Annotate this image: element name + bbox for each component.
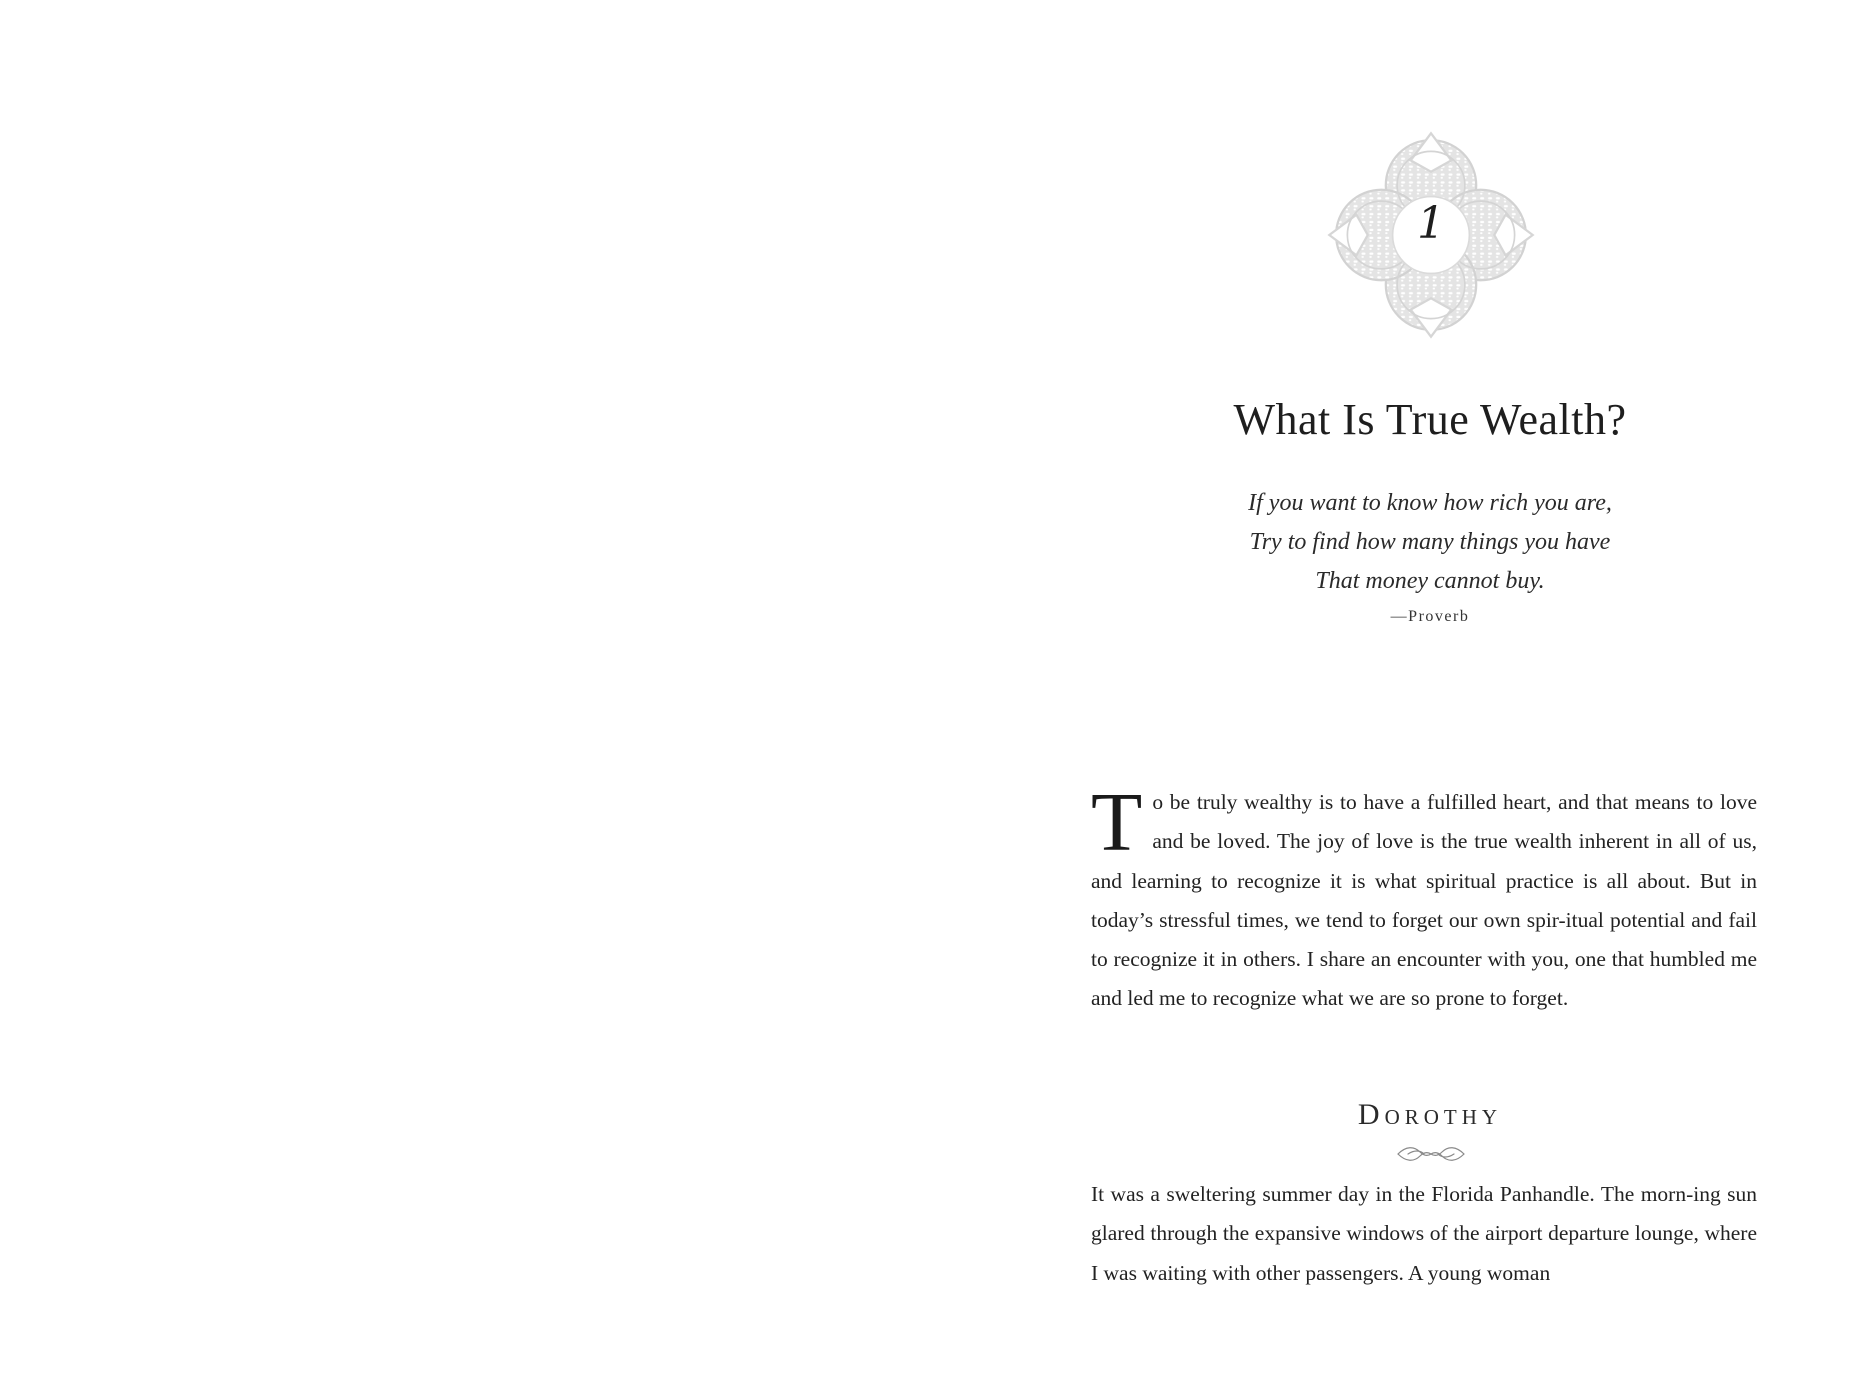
- flourish-icon: [1394, 1143, 1468, 1165]
- section-heading: Dorothy: [1357, 1098, 1503, 1131]
- epigraph-line: That money cannot buy.: [1315, 568, 1545, 594]
- epigraph-line: If you want to know how rich you are,: [1248, 490, 1612, 516]
- epigraph-attribution: —Proverb: [1390, 608, 1470, 625]
- epigraph: [1130, 484, 1730, 631]
- drop-cap: T: [1091, 776, 1143, 869]
- chapter-title: What Is True Wealth?: [1233, 395, 1627, 444]
- intro-paragraph: [1091, 776, 1757, 1019]
- intro-text: o be truly wealthy is to have a fulfilled heart, and that means to love and be loved. The joy of love is the true wealth inherent in all of us, and learning to recognize it is what spiritual practice is all about. But in today’s stressful times, we tend to forget our own spir-itual potential and fail to recognize it in others. I share an encounter with you, one that humbled me and led me to recognize what we are so prone to forget.: [1091, 790, 1757, 1011]
- chapter-number: 1: [1417, 198, 1445, 249]
- story-paragraph: [1091, 1175, 1757, 1293]
- epigraph-line: Try to find how many things you have: [1249, 529, 1611, 555]
- story-text: It was a sweltering summer day in the Florida Panhandle. The morn-ing sun glared through the expansive windows of the airport departure lounge, where I was waiting with other passengers. A young woman: [1091, 1182, 1757, 1285]
